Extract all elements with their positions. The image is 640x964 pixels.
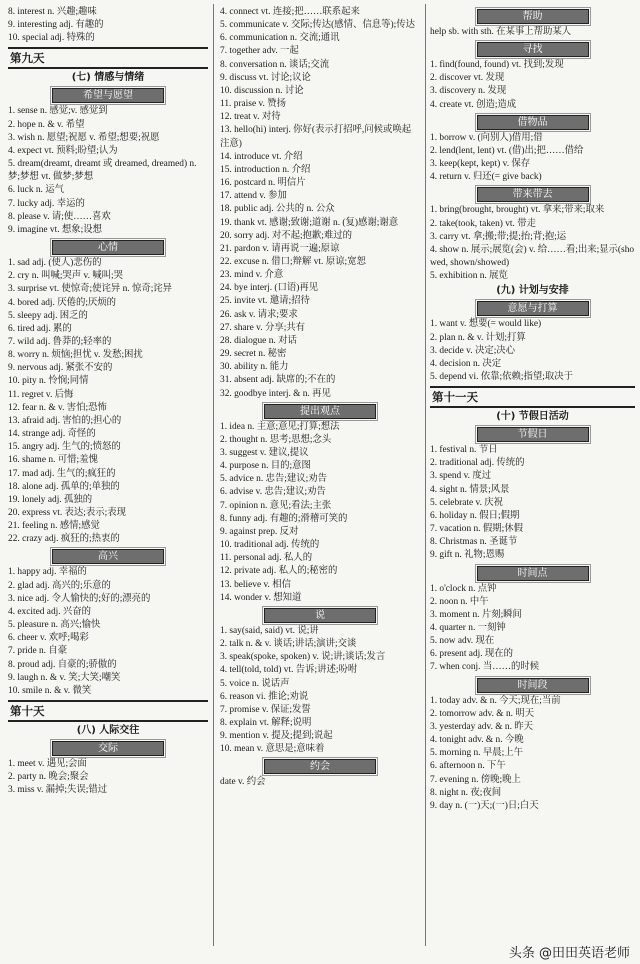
vocab-entry: 2. tomorrow adv. & n. 明天 [430, 708, 535, 719]
vocab-entry: 29. secret n. 秘密 [220, 349, 287, 360]
vocab-entry: 6. present adj. 现在的 [430, 649, 514, 660]
day-heading: 第九天 [8, 47, 208, 69]
vocab-entry: 7. wild adj. 鲁莽的;轻率的 [8, 336, 112, 347]
subsection-label: 交际 [52, 741, 164, 756]
vocab-entry: 17. attend v. 参加 [220, 191, 287, 202]
vocab-entry: 4. excited adj. 兴奋的 [8, 606, 92, 617]
column-left [8, 6, 208, 942]
vocab-entry: 3. suggest v. 建议,提议 [220, 448, 309, 458]
vocab-entry: 18. alone adj. 孤单的;单独的 [8, 481, 120, 492]
subsection-label: 约会 [264, 759, 376, 774]
vocab-entry: 19. thank vt. 感谢;致谢;道谢 n. (复)感谢;谢意 [220, 217, 399, 228]
vocab-entry: 8. conversation n. 谈话;交流 [220, 59, 330, 70]
vocab-entry: 4. connect vt. 连接;把……联系起来 [220, 7, 360, 17]
vocab-entry: 8. please v. 请;使……喜欢 [8, 211, 111, 222]
vocab-entry: 7. when conj. 当……的时候 [430, 662, 540, 673]
vocab-entry: 2. lend(lent, lent) vt. (借)出;把……借给 [430, 145, 584, 156]
vocab-entry: 30. ability n. 能力 [220, 362, 289, 373]
vocab-entry: 3. nice adj. 令人愉快的;好的;漂亮的 [8, 593, 151, 604]
vocab-entry: 19. lonely adj. 孤独的 [8, 494, 93, 505]
vocab-entry: 4. purpose n. 目的;意图 [220, 461, 311, 472]
vocab-entry: 3. miss v. 漏掉;失误;错过 [8, 785, 108, 796]
vocab-entry: 14. wonder v. 想知道 [220, 592, 302, 603]
vocab-entry: 7. together adv. 一起 [220, 46, 299, 57]
vocab-entry: 10. pity n. 怜悯;同情 [8, 376, 89, 387]
vocab-entry: 8. funny adj. 有趣的;滑稽可笑的 [220, 513, 348, 524]
vocab-entry: 3. moment n. 片刻;瞬间 [430, 609, 522, 620]
vocab-entry: 9. against prep. 反对 [220, 526, 299, 537]
vocab-entry: 13. believe v. 相信 [220, 579, 291, 590]
vocab-entry: 2. cry n. 叫喊;哭声 v. 喊叫;哭 [8, 271, 124, 282]
vocab-entry: 5. dream(dreamt, dreamt 或 dreamed, dreamed) n. 梦;梦想 vt. 做梦;梦想 [8, 159, 197, 183]
vocab-entry: 5. sleepy adj. 困乏的 [8, 310, 88, 321]
vocab-entry: 11. personal adj. 私人的 [220, 553, 313, 564]
vocab-entry: 2. hope n. & v. 希望 [8, 119, 85, 130]
vocab-entry: 8. Christmas n. 圣诞节 [430, 537, 518, 548]
vocab-entry: 6. holiday n. 假日;假期 [430, 510, 520, 521]
vocab-entry: 3. carry vt. 拿;搬;带;提;抬;背;抱;运 [430, 231, 567, 242]
vocab-entry: 3. keep(kept, kept) v. 保存 [430, 159, 531, 170]
vocab-entry: 15. angry adj. 生气的;愤怒的 [8, 442, 121, 453]
vocab-entry: 8. explain vt. 解释;说明 [220, 717, 312, 728]
vocab-entry: 4. bored adj. 厌倦的;厌烦的 [8, 297, 117, 308]
subsection-label: 时间段 [477, 678, 589, 693]
vocab-entry: 1. happy adj. 幸福的 [8, 567, 87, 578]
subsection-label: 寻找 [477, 42, 589, 57]
day-heading: 第十一天 [430, 386, 635, 408]
vocab-entry: 1. today adv. & n. 今天;现在;当前 [430, 695, 561, 706]
subsection-label: 心情 [52, 240, 164, 255]
section-heading: (七) 情感与情绪 [71, 72, 145, 84]
vocab-entry: 2. plan n. & v. 计划;打算 [430, 332, 526, 343]
vocab-entry: 4. create vt. 创造;造成 [430, 99, 517, 110]
vocab-entry: 6. advise v. 忠告;建议;劝告 [220, 487, 326, 498]
vocab-entry: 1. say(said, said) vt. 说;讲 [220, 625, 319, 636]
vocab-entry: 32. goodbye interj. & n. 再见 [220, 388, 331, 399]
vocab-entry: 9. nervous adj. 紧张不安的 [8, 363, 113, 374]
vocab-entry: 2. thought n. 思考;思想;念头 [220, 434, 332, 445]
column-middle [220, 6, 420, 942]
watermark: 头条 @田田英语老师 [508, 946, 630, 961]
vocab-entry: 3. decide v. 决定;决心 [430, 345, 516, 356]
vocab-entry: 11. regret v. 后悔 [8, 389, 74, 400]
subsection-label: 高兴 [52, 549, 164, 564]
vocab-entry: 3. discovery n. 发现 [430, 86, 507, 97]
vocab-entry: 4. tell(told, told) vt. 告诉;讲述;吩咐 [220, 665, 358, 676]
vocab-entry: 9. mention v. 提及;提到;说起 [220, 731, 333, 742]
section-heading: (九) 计划与安排 [496, 285, 569, 297]
vocab-entry: 10. traditional adj. 传统的 [220, 540, 320, 551]
vocab-entry: 1. o'clock n. 点钟 [430, 583, 497, 594]
vocab-entry: 5. communicate v. 交际;传达(感情、信息等);传达 [220, 20, 415, 31]
vocab-entry: 3. speak(spoke, spoken) v. 说;讲;谈话;发言 [220, 652, 386, 663]
vocab-entry: 2. take(took, taken) vt. 带走 [430, 218, 536, 229]
vocab-entry: 15. introduction n. 介绍 [220, 164, 311, 175]
vocab-entry: 5. now adv. 现在 [430, 636, 495, 647]
vocab-entry: 12. private adj. 私人的;秘密的 [220, 566, 338, 577]
vocab-entry: 6. luck n. 运气 [8, 185, 64, 196]
vocab-entry: 5. depend vi. 依靠;依赖;指望;取决于 [430, 371, 573, 382]
vocab-entry: 8. interest n. 兴趣;趣味 [8, 7, 97, 17]
vocab-entry: 4. decision n. 决定 [430, 358, 502, 369]
vocab-entry: 10. mean v. 意思是;意味着 [220, 744, 325, 755]
subsection-label: 带来带去 [477, 187, 589, 202]
vocab-entry: 9. interesting adj. 有趣的 [8, 20, 104, 31]
vocab-entry: 21. pardon v. 请再说一遍;原谅 [220, 243, 340, 254]
subsection-label: 说 [264, 608, 376, 623]
vocab-entry: 20. express vt. 表达;表示;表现 [8, 508, 126, 518]
vocab-entry: 1. find(found, found) vt. 找到;发现 [430, 60, 564, 71]
vocab-entry: 7. opinion n. 意见;看法;主张 [220, 500, 332, 511]
vocab-entry: 6. cheer v. 欢呼;喝彩 [8, 633, 89, 644]
vocab-entry: 12. fear n. & v. 害怕;恐怖 [8, 402, 107, 413]
vocab-entry: 31. absent adj. 缺席的;不在的 [220, 375, 336, 386]
vocab-entry: 13. hello(hi) interj. 你好(表示打招呼,问候或唤起注意) [220, 125, 412, 149]
subsection-label: 节假日 [477, 427, 589, 442]
vocab-entry: 9. gift n. 礼物;恩赐 [430, 550, 505, 561]
vocab-entry: 4. return v. 归还(= give back) [430, 172, 542, 183]
vocab-entry: 2. noon n. 中午 [430, 596, 489, 607]
vocab-entry: 5. exhibition n. 展览 [430, 271, 508, 282]
vocab-entry: 14. introduce vt. 介绍 [220, 151, 303, 162]
vocab-entry: 8. night n. 夜;夜间 [430, 787, 502, 798]
vocab-entry: 18. public adj. 公共的 n. 公众 [220, 204, 335, 215]
vocab-entry: 5. celebrate v. 庆祝 [430, 497, 504, 508]
vocab-entry: 11. praise v. 赞扬 [220, 99, 286, 110]
vocab-entry: 4. show n. 展示;展览(会) v. 给……看;出来;显示(showed, shown/showed) [430, 244, 635, 269]
vocab-entry: 7. pride n. 自豪 [8, 646, 68, 657]
vocab-entry: 1. bring(brought, brought) vt. 拿来;带来;取来 [430, 205, 605, 216]
vocab-entry: 10. smile n. & v. 微笑 [8, 685, 92, 696]
vocab-entry: 20. sorry adj. 对不起;抱歉;难过的 [220, 230, 353, 241]
vocab-entry: 5. voice n. 说话声 [220, 678, 290, 689]
vocab-entry: 2. glad adj. 高兴的;乐意的 [8, 580, 111, 591]
subsection-label: 希望与愿望 [52, 88, 164, 103]
vocab-entry: 8. proud adj. 自豪的;骄傲的 [8, 659, 117, 670]
vocab-entry: 1. borrow v. (向别人)借用;借 [430, 132, 543, 143]
vocab-entry: 3. wish n. 愿望;祝愿 v. 希望;想要;祝愿 [8, 132, 160, 143]
vocab-entry: 6. reason vi. 推论;劝说 [220, 691, 309, 702]
subsection-label: 提出观点 [264, 404, 376, 419]
vocab-entry: 1. sad adj. (使人)悲伤的 [8, 258, 102, 269]
vocab-entry: 9. day n. (一)天;(一)日;白天 [430, 800, 539, 811]
vocab-entry: 2. talk n. & v. 谈话;讲话;演讲;交谈 [220, 639, 357, 650]
section-heading: (十) 节假日活动 [496, 411, 569, 423]
vocab-entry: 26. ask v. 请求;要求 [220, 309, 298, 320]
vocab-entry: 7. lucky adj. 幸运的 [8, 198, 85, 209]
vocab-entry: 2. discover vt. 发现 [430, 73, 505, 84]
vocab-entry: 4. tonight adv. & n. 今晚 [430, 735, 524, 746]
vocab-entry: 9. laugh n. & v. 笑;大笑;嘲笑 [8, 672, 121, 683]
vocab-entry: 16. postcard n. 明信片 [220, 178, 306, 189]
vocab-entry: 22. crazy adj. 疯狂的;热衷的 [8, 534, 120, 545]
vocab-entry: 24. bye interj. (口语)再见 [220, 283, 319, 294]
vocab-entry: 2. party n. 晚会;聚会 [8, 772, 89, 783]
vocab-entry: 2. traditional adj. 传统的 [430, 458, 525, 469]
vocab-entry: 28. dialogue n. 对话 [220, 335, 297, 346]
column-right [430, 6, 635, 942]
subsection-label: 意愿与打算 [477, 301, 589, 316]
vocab-entry: 16. shame n. 可惜;羞愧 [8, 455, 98, 466]
vocab-entry: 3. surprise vt. 使惊奇;使诧异 n. 惊奇;诧异 [8, 284, 173, 295]
vocab-entry: 6. communication n. 交流;通讯 [220, 33, 340, 44]
vocab-entry: 4. quarter n. 一刻钟 [430, 623, 506, 633]
vocab-entry: 6. tired adj. 累的 [8, 323, 72, 334]
vocab-entry: 25. invite vt. 邀请;招待 [220, 296, 310, 307]
vocab-entry: 7. promise v. 保证;发誓 [220, 704, 311, 715]
vocab-entry: 27. share v. 分享;共有 [220, 322, 306, 333]
subsection-label: 借物品 [477, 115, 589, 130]
vocab-entry: 14. strange adj. 奇怪的 [8, 429, 96, 440]
day-heading: 第十天 [8, 700, 208, 722]
vocab-entry: 10. special adj. 特殊的 [8, 33, 95, 44]
vocab-entry: 12. treat v. 对待 [220, 112, 281, 123]
vocab-entry: 7. evening n. 傍晚;晚上 [430, 774, 521, 785]
vocab-entry: 7. vacation n. 假期;休假 [430, 524, 523, 535]
vocab-entry: 5. advice n. 忠告;建议;劝告 [220, 474, 328, 485]
section-heading: (八) 人际交往 [76, 725, 140, 737]
vocab-entry: 1. sense n. 感觉;v. 感觉到 [8, 106, 108, 117]
vocab-entry: 21. feeling n. 感情;感觉 [8, 521, 100, 532]
vocab-entry: 5. morning n. 早晨;上午 [430, 748, 523, 759]
vocab-entry: help sb. with sth. 在某事上帮助某人 [430, 27, 572, 37]
column-divider [213, 4, 214, 946]
vocab-entry: 3. yesterday adv. & n. 昨天 [430, 721, 534, 732]
vocab-entry: 1. meet v. 遇见;会面 [8, 759, 87, 770]
vocab-entry: 1. idea n. 主意;意见;打算;想法 [220, 421, 340, 432]
vocab-entry: 8. worry n. 烦恼;担忧 v. 发愁;困扰 [8, 350, 143, 361]
vocab-entry: date v. 约会 [220, 777, 266, 788]
vocab-entry: 5. pleasure n. 高兴;愉快 [8, 620, 101, 631]
vocab-entry: 17. mad adj. 生气的;疯狂的 [8, 468, 116, 479]
vocab-entry: 22. excuse n. 借口;辩解 vt. 原谅;宽恕 [220, 256, 366, 267]
vocab-entry: 4. expect vt. 预料;盼望;认为 [8, 145, 118, 156]
vocab-entry: 13. afraid adj. 害怕的;担心的 [8, 415, 122, 426]
vocab-entry: 1. want v. 想要(= would like) [430, 319, 542, 330]
vocab-entry: 3. spend v. 度过 [430, 471, 492, 482]
vocab-entry: 9. discuss vt. 讨论;议论 [220, 72, 311, 83]
vocab-entry: 1. festival n. 节日 [430, 445, 498, 456]
column-divider [425, 4, 426, 946]
vocab-entry: 23. mind v. 介意 [220, 270, 284, 281]
vocab-entry: 9. imagine vt. 想象;设想 [8, 224, 103, 235]
vocab-entry: 10. discussion n. 讨论 [220, 85, 304, 96]
subsection-label: 时间点 [477, 566, 589, 581]
subsection-label: 帮助 [477, 9, 589, 24]
vocab-entry: 6. afternoon n. 下午 [430, 761, 506, 772]
vocab-entry: 4. sight n. 情景;风景 [430, 484, 510, 495]
